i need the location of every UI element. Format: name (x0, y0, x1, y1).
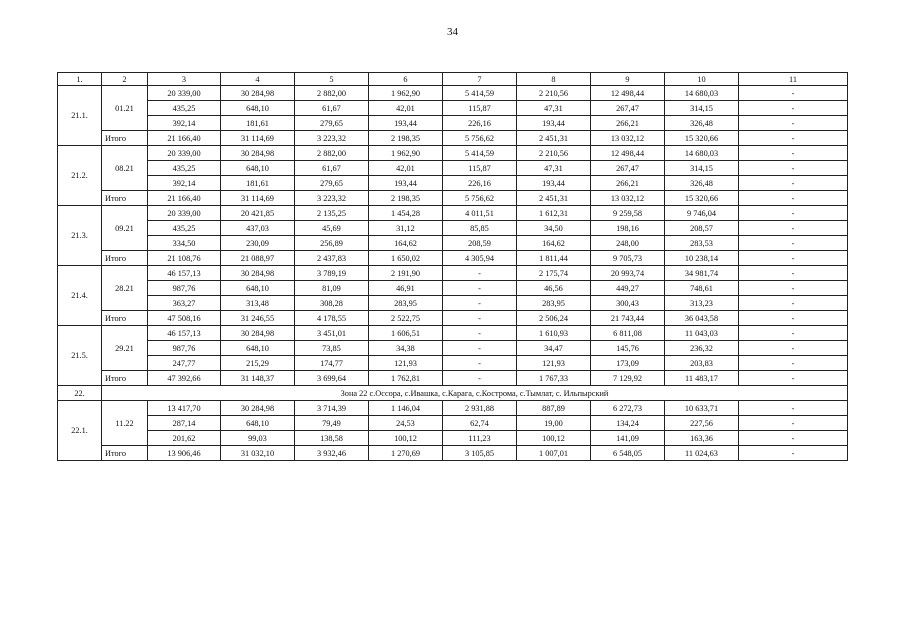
value-cell: 266,21 (591, 176, 665, 191)
value-cell: 227,56 (665, 416, 739, 431)
zone-number: 22. (58, 386, 102, 401)
value-cell: - (739, 176, 848, 191)
value-cell: 4 011,51 (443, 206, 517, 221)
total-label: Итого (102, 131, 148, 146)
value-cell: 30 284,98 (221, 86, 295, 101)
total-cell: 2 198,35 (369, 191, 443, 206)
value-cell: 279,65 (295, 176, 369, 191)
total-cell: 1 007,01 (517, 446, 591, 461)
value-cell: - (739, 431, 848, 446)
total-cell: 31 148,37 (221, 371, 295, 386)
page-number: 34 (447, 26, 458, 38)
total-cell: 3 932,46 (295, 446, 369, 461)
value-cell: 283,95 (517, 296, 591, 311)
value-cell: 435,25 (148, 161, 221, 176)
total-cell: 13 032,12 (591, 191, 665, 206)
value-cell: 226,16 (443, 176, 517, 191)
value-cell: 73,85 (295, 341, 369, 356)
total-cell: 2 451,31 (517, 131, 591, 146)
value-cell: 30 284,98 (221, 401, 295, 416)
tariff-table (57, 72, 848, 461)
value-cell: 164,62 (369, 236, 443, 251)
value-cell: 115,87 (443, 161, 517, 176)
value-cell: 313,23 (665, 296, 739, 311)
group-number: 21.4. (58, 266, 102, 326)
value-cell: 437,03 (221, 221, 295, 236)
table-row (58, 146, 848, 161)
value-cell: 2 931,88 (443, 401, 517, 416)
value-cell: 47,31 (517, 101, 591, 116)
table-row (58, 356, 848, 371)
value-cell: 435,25 (148, 101, 221, 116)
total-label: Итого (102, 191, 148, 206)
total-cell: 7 129,92 (591, 371, 665, 386)
table-row (58, 86, 848, 101)
total-cell: 2 437,83 (295, 251, 369, 266)
value-cell: 248,00 (591, 236, 665, 251)
value-cell: 193,44 (517, 176, 591, 191)
table-row (58, 281, 848, 296)
value-cell: 6 272,73 (591, 401, 665, 416)
total-cell: 31 114,69 (221, 131, 295, 146)
total-cell: 1 270,69 (369, 446, 443, 461)
column-header: 2 (102, 73, 148, 86)
total-label: Итого (102, 371, 148, 386)
total-cell: 21 088,97 (221, 251, 295, 266)
value-cell: 208,57 (665, 221, 739, 236)
column-header: 5 (295, 73, 369, 86)
value-cell: 30 284,98 (221, 266, 295, 281)
value-cell: 267,47 (591, 101, 665, 116)
total-cell: 1 811,44 (517, 251, 591, 266)
value-cell: - (443, 326, 517, 341)
value-cell: 174,77 (295, 356, 369, 371)
value-cell: - (739, 86, 848, 101)
group-number: 21.5. (58, 326, 102, 386)
total-cell: 2 198,35 (369, 131, 443, 146)
total-cell: 1 762,81 (369, 371, 443, 386)
value-cell: 1 610,93 (517, 326, 591, 341)
value-cell: - (443, 266, 517, 281)
total-cell: 3 105,85 (443, 446, 517, 461)
total-cell: 1 650,02 (369, 251, 443, 266)
zone-title: Зона 22 с.Оссора, с.Ивашка, с.Карага, с.Кострома, с.Тымлат, с. Ильпырский (102, 386, 848, 401)
total-cell: 15 320,66 (665, 131, 739, 146)
value-cell: 887,89 (517, 401, 591, 416)
value-cell: 449,27 (591, 281, 665, 296)
value-cell: 79,49 (295, 416, 369, 431)
column-header: 7 (443, 73, 517, 86)
total-cell: 5 756,62 (443, 131, 517, 146)
value-cell: 392,14 (148, 116, 221, 131)
table-row (58, 341, 848, 356)
value-cell: 20 339,00 (148, 206, 221, 221)
group-code: 28.21 (102, 266, 148, 311)
total-label: Итого (102, 251, 148, 266)
total-cell: 2 506,24 (517, 311, 591, 326)
total-cell: 15 320,66 (665, 191, 739, 206)
value-cell: 61,67 (295, 101, 369, 116)
value-cell: 173,09 (591, 356, 665, 371)
total-cell: - (739, 371, 848, 386)
table-row (58, 296, 848, 311)
value-cell: 9 259,58 (591, 206, 665, 221)
total-cell: 4 305,94 (443, 251, 517, 266)
group-number: 22.1. (58, 401, 102, 461)
value-cell: 121,93 (517, 356, 591, 371)
table-row (58, 236, 848, 251)
value-cell: 648,10 (221, 281, 295, 296)
value-cell: 2 882,00 (295, 146, 369, 161)
value-cell: - (739, 341, 848, 356)
total-cell: 31 114,69 (221, 191, 295, 206)
value-cell: 20 339,00 (148, 146, 221, 161)
column-header: 6 (369, 73, 443, 86)
total-row (58, 371, 848, 386)
value-cell: 30 284,98 (221, 326, 295, 341)
value-cell: 20 339,00 (148, 86, 221, 101)
total-cell: 31 032,10 (221, 446, 295, 461)
value-cell: 12 498,44 (591, 86, 665, 101)
value-cell: 34,38 (369, 341, 443, 356)
column-header: 8 (517, 73, 591, 86)
value-cell: 279,65 (295, 116, 369, 131)
value-cell: 42,01 (369, 161, 443, 176)
value-cell: 134,24 (591, 416, 665, 431)
value-cell: 181,61 (221, 176, 295, 191)
value-cell: 2 210,56 (517, 86, 591, 101)
column-header: 9 (591, 73, 665, 86)
group-code: 29.21 (102, 326, 148, 371)
group-code: 09.21 (102, 206, 148, 251)
value-cell: 20 421,85 (221, 206, 295, 221)
value-cell: 20 993,74 (591, 266, 665, 281)
value-cell: 34 981,74 (665, 266, 739, 281)
total-cell: 10 238,14 (665, 251, 739, 266)
value-cell: 46,91 (369, 281, 443, 296)
value-cell: 314,15 (665, 161, 739, 176)
value-cell: 3 789,19 (295, 266, 369, 281)
value-cell: 215,29 (221, 356, 295, 371)
value-cell: - (739, 401, 848, 416)
total-cell: 11 024,63 (665, 446, 739, 461)
value-cell: 1 146,04 (369, 401, 443, 416)
value-cell: - (739, 161, 848, 176)
total-cell: 1 767,33 (517, 371, 591, 386)
total-row (58, 446, 848, 461)
value-cell: 46 157,13 (148, 266, 221, 281)
table-row (58, 116, 848, 131)
total-cell: 5 756,62 (443, 191, 517, 206)
total-cell: 3 223,32 (295, 131, 369, 146)
total-row (58, 251, 848, 266)
value-cell: 85,85 (443, 221, 517, 236)
value-cell: 34,47 (517, 341, 591, 356)
total-cell: 9 705,73 (591, 251, 665, 266)
value-cell: 226,16 (443, 116, 517, 131)
column-header: 3 (148, 73, 221, 86)
value-cell: 81,09 (295, 281, 369, 296)
group-code: 08.21 (102, 146, 148, 191)
total-cell: 11 483,17 (665, 371, 739, 386)
total-cell: 3 699,64 (295, 371, 369, 386)
value-cell: 6 811,08 (591, 326, 665, 341)
value-cell: 181,61 (221, 116, 295, 131)
value-cell: - (739, 146, 848, 161)
total-cell: - (443, 311, 517, 326)
value-cell: 287,14 (148, 416, 221, 431)
value-cell: 24,53 (369, 416, 443, 431)
value-cell: 1 454,28 (369, 206, 443, 221)
total-cell: 36 043,58 (665, 311, 739, 326)
value-cell: 2 175,74 (517, 266, 591, 281)
value-cell: 1 962,90 (369, 146, 443, 161)
value-cell: 1 612,31 (517, 206, 591, 221)
total-cell: 47 392,66 (148, 371, 221, 386)
value-cell: - (739, 116, 848, 131)
table-row (58, 176, 848, 191)
value-cell: 748,61 (665, 281, 739, 296)
value-cell: 12 498,44 (591, 146, 665, 161)
column-header: 11 (739, 73, 848, 86)
total-cell: - (443, 371, 517, 386)
total-cell: 6 548,05 (591, 446, 665, 461)
value-cell: 31,12 (369, 221, 443, 236)
total-cell: 31 246,55 (221, 311, 295, 326)
value-cell: 987,76 (148, 281, 221, 296)
value-cell: 2 191,90 (369, 266, 443, 281)
value-cell: 14 680,03 (665, 86, 739, 101)
value-cell: - (739, 221, 848, 236)
value-cell: - (739, 296, 848, 311)
value-cell: - (739, 326, 848, 341)
value-cell: 334,50 (148, 236, 221, 251)
value-cell: 99,03 (221, 431, 295, 446)
value-cell: 266,21 (591, 116, 665, 131)
value-cell: - (739, 281, 848, 296)
value-cell: 30 284,98 (221, 146, 295, 161)
value-cell: 363,27 (148, 296, 221, 311)
group-number: 21.3. (58, 206, 102, 266)
group-number: 21.1. (58, 86, 102, 146)
value-cell: 314,15 (665, 101, 739, 116)
total-cell: 47 508,16 (148, 311, 221, 326)
value-cell: 42,01 (369, 101, 443, 116)
value-cell: 308,28 (295, 296, 369, 311)
value-cell: 283,53 (665, 236, 739, 251)
value-cell: - (739, 416, 848, 431)
value-cell: 1 606,51 (369, 326, 443, 341)
total-label: Итого (102, 311, 148, 326)
group-code: 11.22 (102, 401, 148, 446)
value-cell: 5 414,59 (443, 86, 517, 101)
total-label: Итого (102, 446, 148, 461)
value-cell: 230,09 (221, 236, 295, 251)
total-cell: 13 906,46 (148, 446, 221, 461)
group-code: 01.21 (102, 86, 148, 131)
value-cell: 648,10 (221, 161, 295, 176)
value-cell: 163,36 (665, 431, 739, 446)
total-row (58, 311, 848, 326)
value-cell: 435,25 (148, 221, 221, 236)
total-cell: 21 108,76 (148, 251, 221, 266)
value-cell: 3 714,39 (295, 401, 369, 416)
total-cell: 13 032,12 (591, 131, 665, 146)
total-cell: 2 451,31 (517, 191, 591, 206)
value-cell: 3 451,01 (295, 326, 369, 341)
value-cell: 193,44 (369, 116, 443, 131)
value-cell: 62,74 (443, 416, 517, 431)
value-cell: 121,93 (369, 356, 443, 371)
value-cell: 203,83 (665, 356, 739, 371)
value-cell: 392,14 (148, 176, 221, 191)
value-cell: 145,76 (591, 341, 665, 356)
value-cell: 9 746,04 (665, 206, 739, 221)
total-row (58, 131, 848, 146)
value-cell: 34,50 (517, 221, 591, 236)
value-cell: 193,44 (369, 176, 443, 191)
value-cell: 19,00 (517, 416, 591, 431)
value-cell: 13 417,70 (148, 401, 221, 416)
value-cell: 193,44 (517, 116, 591, 131)
value-cell: 283,95 (369, 296, 443, 311)
value-cell: 236,32 (665, 341, 739, 356)
group-number: 21.2. (58, 146, 102, 206)
total-cell: 21 743,44 (591, 311, 665, 326)
value-cell: 247,77 (148, 356, 221, 371)
value-cell: 46 157,13 (148, 326, 221, 341)
value-cell: 164,62 (517, 236, 591, 251)
value-cell: 141,09 (591, 431, 665, 446)
value-cell: 987,76 (148, 341, 221, 356)
value-cell: 100,12 (517, 431, 591, 446)
value-cell: 256,89 (295, 236, 369, 251)
value-cell: 2 135,25 (295, 206, 369, 221)
value-cell: - (739, 206, 848, 221)
value-cell: 648,10 (221, 101, 295, 116)
total-cell: 21 166,40 (148, 191, 221, 206)
total-cell: - (739, 251, 848, 266)
header-row (58, 73, 848, 86)
table-row (58, 401, 848, 416)
value-cell: 111,23 (443, 431, 517, 446)
value-cell: 61,67 (295, 161, 369, 176)
value-cell: 201,62 (148, 431, 221, 446)
column-header: 10 (665, 73, 739, 86)
value-cell: 100,12 (369, 431, 443, 446)
total-cell: 2 522,75 (369, 311, 443, 326)
table-row (58, 431, 848, 446)
column-header: 1. (58, 73, 102, 86)
value-cell: - (739, 266, 848, 281)
value-cell: 47,31 (517, 161, 591, 176)
table-row (58, 161, 848, 176)
table-row (58, 101, 848, 116)
total-cell: - (739, 446, 848, 461)
total-cell: - (739, 131, 848, 146)
table-row (58, 416, 848, 431)
value-cell: - (443, 341, 517, 356)
value-cell: 45,69 (295, 221, 369, 236)
value-cell: - (739, 236, 848, 251)
total-cell: 3 223,32 (295, 191, 369, 206)
value-cell: 648,10 (221, 416, 295, 431)
table-row (58, 206, 848, 221)
value-cell: - (443, 281, 517, 296)
zone-row (58, 386, 848, 401)
value-cell: 2 210,56 (517, 146, 591, 161)
table-row (58, 221, 848, 236)
value-cell: 208,59 (443, 236, 517, 251)
value-cell: 300,43 (591, 296, 665, 311)
value-cell: 1 962,90 (369, 86, 443, 101)
value-cell: 138,58 (295, 431, 369, 446)
value-cell: 267,47 (591, 161, 665, 176)
total-cell: 21 166,40 (148, 131, 221, 146)
value-cell: - (443, 356, 517, 371)
value-cell: 5 414,59 (443, 146, 517, 161)
value-cell: 14 680,03 (665, 146, 739, 161)
value-cell: 326,48 (665, 116, 739, 131)
table-row (58, 326, 848, 341)
total-cell: - (739, 311, 848, 326)
value-cell: 313,48 (221, 296, 295, 311)
value-cell: 46,56 (517, 281, 591, 296)
table-row (58, 266, 848, 281)
value-cell: 10 633,71 (665, 401, 739, 416)
value-cell: - (739, 101, 848, 116)
value-cell: - (443, 296, 517, 311)
value-cell: 326,48 (665, 176, 739, 191)
value-cell: - (739, 356, 848, 371)
total-cell: - (739, 191, 848, 206)
value-cell: 2 882,00 (295, 86, 369, 101)
value-cell: 648,10 (221, 341, 295, 356)
value-cell: 198,16 (591, 221, 665, 236)
value-cell: 11 043,03 (665, 326, 739, 341)
total-row (58, 191, 848, 206)
total-cell: 4 178,55 (295, 311, 369, 326)
value-cell: 115,87 (443, 101, 517, 116)
column-header: 4 (221, 73, 295, 86)
